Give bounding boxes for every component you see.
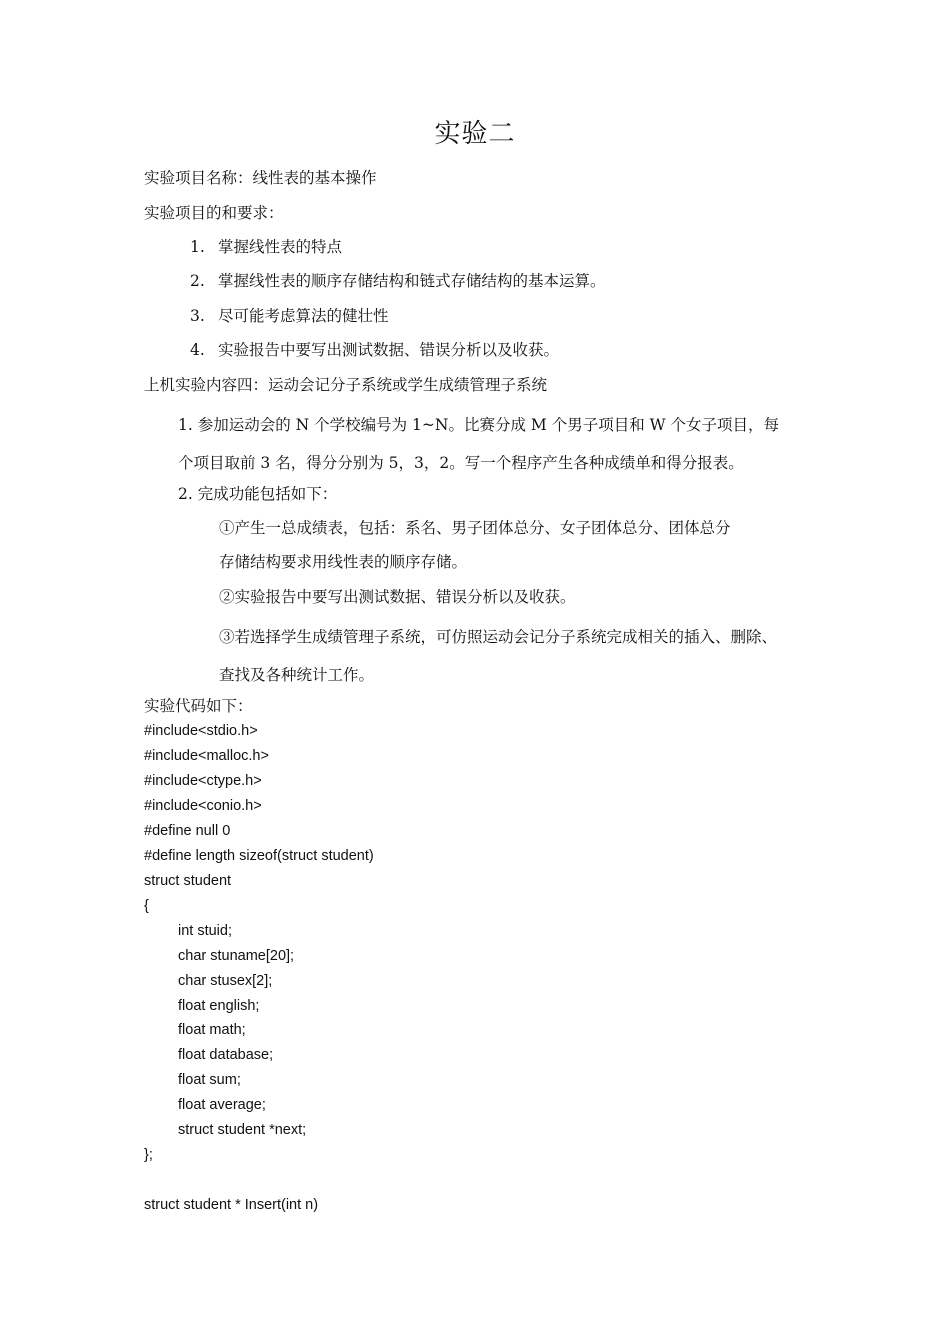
sub1-line2: 存储结构要求用线性表的顺序存储。	[219, 553, 468, 571]
item1-line1: 1. 参加运动会的 N 个学校编号为 1~N。比赛分成 M 个男子项目和 W 个女子项目，每	[178, 416, 779, 434]
objective-text: 掌握线性表的顺序存储结构和链式存储结构的基本运算。	[218, 272, 606, 290]
sub1-line1: ①产生一总成绩表，包括：系名、男子团体总分、女子团体总分、团体总分	[219, 519, 731, 537]
objective-text: 实验报告中要写出测试数据、错误分析以及收获。	[218, 341, 560, 359]
sub2: ②实验报告中要写出测试数据、错误分析以及收获。	[219, 588, 576, 606]
item2-heading: 2. 完成功能包括如下：	[178, 485, 338, 503]
code-line: char stusex[2];	[178, 973, 273, 989]
objective-item	[190, 306, 389, 326]
objective-text: 掌握线性表的特点	[218, 238, 343, 256]
objective-item	[190, 237, 342, 257]
code-line: #include<malloc.h>	[144, 748, 269, 764]
code-line: };	[144, 1147, 153, 1163]
project-name: 实验项目名称：线性表的基本操作	[144, 169, 377, 187]
objective-item	[190, 340, 559, 360]
code-line: {	[144, 898, 149, 914]
code-line: float average;	[178, 1097, 266, 1113]
content-heading: 上机实验内容四：运动会记分子系统或学生成绩管理子系统	[144, 376, 548, 394]
objective-number: 2.	[190, 272, 205, 290]
objective-number: 4.	[190, 341, 205, 359]
code-line: float database;	[178, 1047, 274, 1063]
item1-line2: 个项目取前 3 名，得分分别为 5，3，2。写一个程序产生各种成绩单和得分报表。	[178, 454, 744, 472]
code-line: struct student * Insert(int n)	[144, 1197, 319, 1213]
code-line: #include<conio.h>	[144, 798, 262, 814]
objective-number: 1.	[190, 238, 205, 256]
code-line: float sum;	[178, 1072, 241, 1088]
code-line: #define null 0	[144, 823, 231, 839]
sub3-line1: ③若选择学生成绩管理子系统，可仿照运动会记分子系统完成相关的插入、删除、	[219, 628, 778, 646]
objectives-heading: 实验项目的和要求：	[144, 204, 284, 222]
sub3-line2: 查找及各种统计工作。	[219, 666, 375, 684]
code-line: struct student	[144, 873, 232, 889]
objective-item	[190, 271, 606, 291]
code-line: #include<stdio.h>	[144, 723, 258, 739]
code-line: float english;	[178, 998, 260, 1014]
code-heading: 实验代码如下：	[144, 697, 253, 715]
code-line: struct student *next;	[178, 1122, 307, 1138]
code-line: int stuid;	[178, 923, 232, 939]
code-line: #define length sizeof(struct student)	[144, 848, 374, 864]
code-line: char stuname[20];	[178, 948, 295, 964]
code-line: float math;	[178, 1022, 246, 1038]
code-line: #include<ctype.h>	[144, 773, 262, 789]
page-title: 实验二	[434, 119, 516, 149]
objective-text: 尽可能考虑算法的健壮性	[218, 307, 389, 325]
objective-number: 3.	[190, 307, 205, 325]
